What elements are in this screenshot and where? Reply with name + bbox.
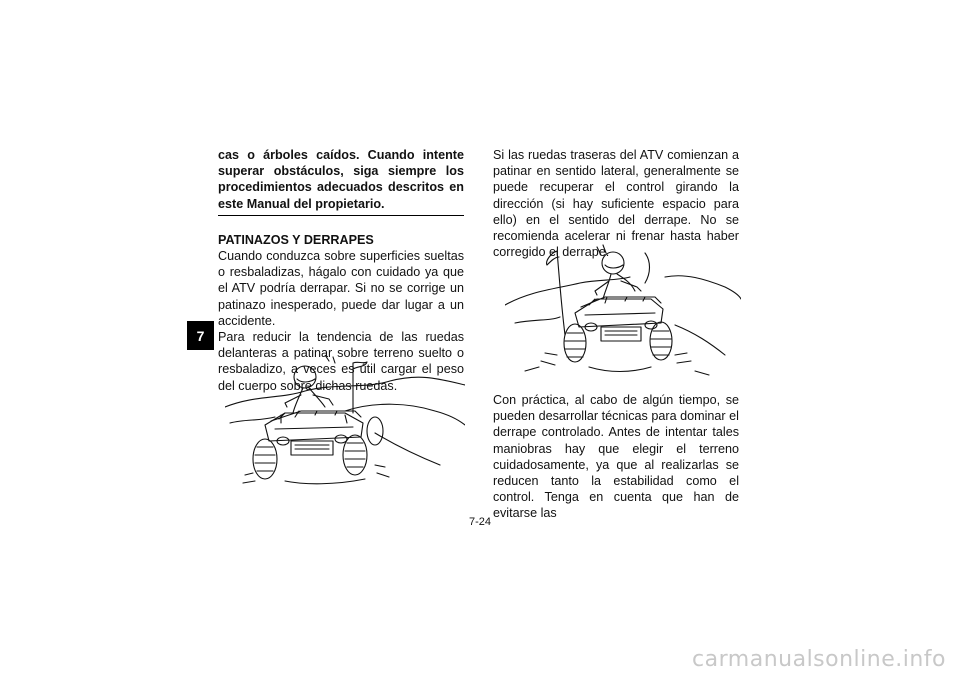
left-paragraph-1: Cuando conduzca sobre superficies sueltas o resbaladizas, hágalo con cuidado ya que el ATV podría derrapar. Si no se corrige un patinazo inesperado, puede dar lugar a un accidente. — [218, 249, 464, 328]
left-paragraph-2: Para reducir la tendencia de las ruedas delanteras a patinar sobre terreno suelto o resbaladizo, a veces es útil cargar el peso del cuerpo sobre dichas ruedas. — [218, 330, 464, 393]
atv-illustration-skid-correction — [505, 243, 741, 381]
warning-end-rule — [218, 215, 464, 216]
section-title: PATINAZOS Y DERRAPES — [218, 232, 374, 247]
right-paragraph-2: Con práctica, al cabo de algún tiempo, se pueden desarrollar técnicas para dominar el derrape controlado. Antes de intentar tales maniobras hay que elegir el terreno cuidadosamente, ya que al realizarlas se reducen tanto la estabilidad como el control. Tenga en cuenta que han de evitarse las — [493, 393, 739, 521]
warning-text-end: cas o árboles caídos. Cuando intente superar obstáculos, siga siempre los procedimientos adecuados descritos en este Manual del propietario. — [218, 148, 464, 211]
watermark-text: carmanualsonline.info — [692, 647, 946, 672]
page-number: 7-24 — [468, 516, 492, 528]
right-paragraph-1: Si las ruedas traseras del ATV comienzan a patinar en sentido lateral, generalmente se puede recuperar el control girando la dirección (si hay suficiente espacio para ello) en el sentido del derrape. No se recomienda acelerar ni frenar hasta haber corregido el derrape. — [493, 148, 739, 260]
atv-illustration-front-weight — [225, 355, 465, 495]
chapter-tab: 7 — [187, 321, 214, 350]
right-column-bottom — [493, 392, 739, 522]
